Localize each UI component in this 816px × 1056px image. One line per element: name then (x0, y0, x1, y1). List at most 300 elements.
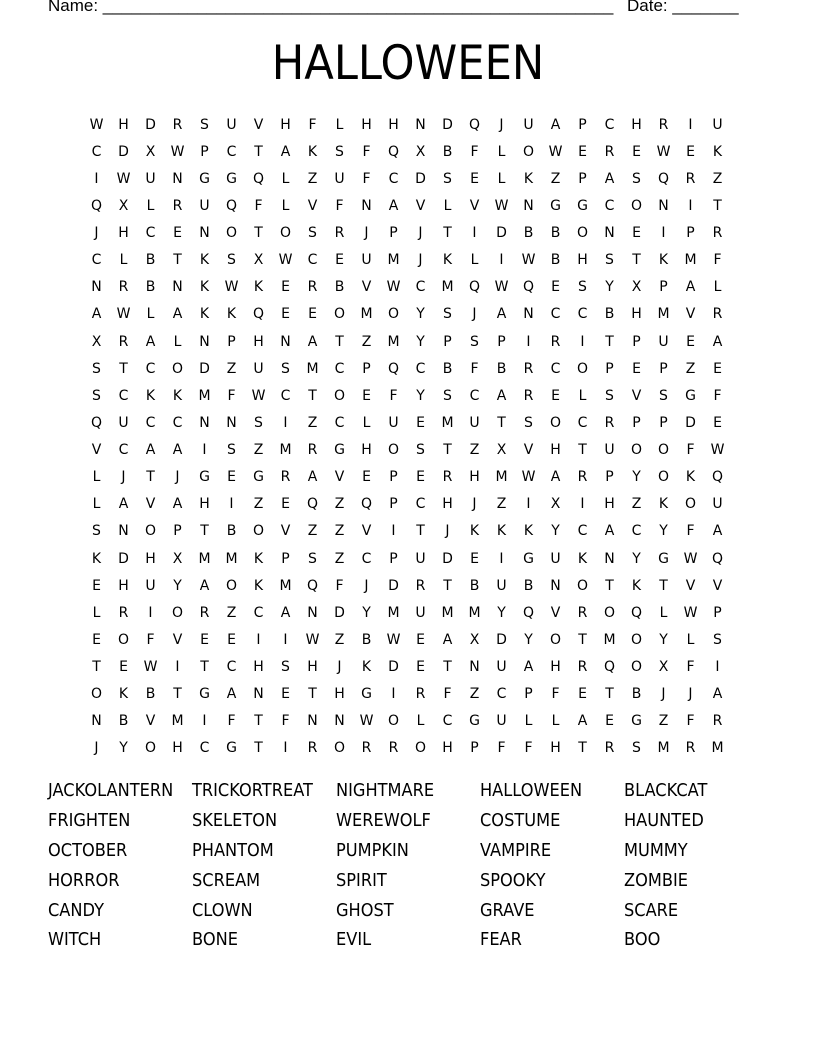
grid-letter[interactable]: P (659, 279, 668, 296)
grid-letter[interactable]: U (145, 577, 156, 594)
grid-letter[interactable]: L (713, 279, 722, 296)
grid-letter[interactable]: I (283, 740, 288, 757)
grid-letter[interactable]: D (496, 631, 507, 648)
grid-letter[interactable]: A (604, 523, 615, 540)
grid-letter[interactable]: C (226, 143, 237, 160)
grid-letter[interactable]: U (496, 713, 507, 730)
grid-letter[interactable]: U (145, 170, 156, 187)
grid-letter[interactable]: A (280, 604, 291, 621)
grid-letter[interactable]: H (631, 116, 642, 133)
grid-letter[interactable]: L (524, 713, 533, 730)
grid-letter[interactable]: H (550, 442, 561, 459)
grid-letter[interactable]: A (307, 333, 318, 350)
grid-letter[interactable]: A (280, 143, 291, 160)
grid-letter[interactable]: Z (334, 523, 345, 540)
grid-letter[interactable]: K (496, 523, 507, 540)
grid-letter[interactable]: Y (524, 631, 533, 648)
grid-letter[interactable]: P (605, 360, 614, 377)
grid-letter[interactable]: X (496, 442, 507, 459)
grid-letter[interactable]: O (279, 225, 292, 242)
grid-letter[interactable]: C (631, 523, 642, 540)
grid-letter[interactable]: S (92, 523, 101, 540)
grid-letter[interactable]: G (550, 197, 561, 214)
grid-letter[interactable]: H (307, 659, 318, 676)
grid-letter[interactable]: B (631, 686, 642, 703)
grid-letter[interactable]: Y (362, 604, 371, 621)
grid-letter[interactable]: F (389, 387, 398, 404)
grid-letter[interactable]: E (308, 306, 317, 323)
grid-letter[interactable]: M (468, 604, 481, 621)
grid-letter[interactable]: E (281, 306, 290, 323)
grid-letter[interactable]: R (604, 414, 615, 431)
grid-letter[interactable]: R (118, 333, 129, 350)
grid-letter[interactable]: T (119, 360, 128, 377)
grid-letter[interactable]: P (659, 414, 668, 431)
grid-letter[interactable]: L (470, 252, 479, 269)
grid-letter[interactable]: R (307, 740, 318, 757)
grid-letter[interactable]: E (686, 143, 695, 160)
grid-letter[interactable]: T (578, 740, 587, 757)
grid-letter[interactable]: S (632, 170, 641, 187)
grid-letter[interactable]: R (307, 442, 318, 459)
grid-letter[interactable]: K (199, 279, 210, 296)
grid-letter[interactable]: O (144, 740, 157, 757)
grid-letter[interactable]: M (387, 604, 400, 621)
grid-letter[interactable]: Y (173, 577, 182, 594)
grid-letter[interactable]: O (630, 659, 643, 676)
grid-letter[interactable]: I (283, 414, 288, 431)
grid-letter[interactable]: O (387, 713, 400, 730)
grid-letter[interactable]: H (631, 306, 642, 323)
grid-letter[interactable]: O (117, 631, 130, 648)
grid-letter[interactable]: E (416, 414, 425, 431)
grid-letter[interactable]: Q (603, 659, 616, 676)
grid-letter[interactable]: L (119, 252, 128, 269)
grid-letter[interactable]: P (632, 414, 641, 431)
grid-letter[interactable]: H (361, 442, 372, 459)
grid-letter[interactable]: T (443, 442, 452, 459)
grid-letter[interactable]: Y (416, 306, 425, 323)
grid-letter[interactable]: N (415, 116, 426, 133)
grid-letter[interactable]: K (442, 252, 453, 269)
grid-letter[interactable]: P (281, 550, 290, 567)
grid-letter[interactable]: F (227, 713, 236, 730)
grid-letter[interactable]: T (173, 252, 182, 269)
grid-letter[interactable]: J (445, 523, 450, 540)
grid-letter[interactable]: N (361, 197, 372, 214)
grid-letter[interactable]: Y (632, 469, 641, 486)
grid-letter[interactable]: J (121, 469, 126, 486)
grid-letter[interactable]: N (334, 713, 345, 730)
grid-letter[interactable]: V (280, 523, 291, 540)
grid-letter[interactable]: H (334, 686, 345, 703)
grid-letter[interactable]: S (227, 442, 236, 459)
grid-letter[interactable]: L (92, 469, 101, 486)
grid-letter[interactable]: H (361, 116, 372, 133)
grid-letter[interactable]: L (146, 197, 155, 214)
grid-letter[interactable]: M (441, 604, 454, 621)
grid-letter[interactable]: O (603, 604, 616, 621)
grid-letter[interactable]: X (550, 496, 561, 513)
grid-letter[interactable]: V (712, 577, 723, 594)
grid-letter[interactable]: Y (632, 550, 641, 567)
grid-letter[interactable]: P (200, 143, 209, 160)
grid-letter[interactable]: E (713, 360, 722, 377)
grid-letter[interactable]: C (145, 414, 156, 431)
grid-letter[interactable]: H (388, 116, 399, 133)
grid-letter[interactable]: M (603, 631, 616, 648)
grid-letter[interactable]: A (388, 197, 399, 214)
grid-letter[interactable]: Z (307, 523, 318, 540)
grid-letter[interactable]: D (388, 577, 399, 594)
grid-letter[interactable]: B (523, 225, 534, 242)
grid-letter[interactable]: U (658, 333, 669, 350)
grid-letter[interactable]: A (172, 496, 183, 513)
grid-letter[interactable]: L (659, 604, 668, 621)
grid-letter[interactable]: L (686, 631, 695, 648)
grid-letter[interactable]: Y (659, 523, 668, 540)
grid-letter[interactable]: F (713, 252, 722, 269)
grid-letter[interactable]: S (470, 333, 479, 350)
grid-letter[interactable]: K (307, 143, 318, 160)
grid-letter[interactable]: B (550, 252, 561, 269)
grid-letter[interactable]: M (279, 577, 292, 594)
grid-letter[interactable]: K (658, 496, 669, 513)
grid-letter[interactable]: R (523, 360, 534, 377)
grid-letter[interactable]: D (442, 550, 453, 567)
grid-letter[interactable]: M (441, 414, 454, 431)
grid-letter[interactable]: C (415, 279, 426, 296)
grid-letter[interactable]: T (605, 686, 614, 703)
grid-letter[interactable]: S (335, 143, 344, 160)
grid-letter[interactable]: M (657, 306, 670, 323)
grid-letter[interactable]: E (632, 143, 641, 160)
grid-letter[interactable]: P (578, 116, 587, 133)
grid-letter[interactable]: Q (306, 577, 319, 594)
grid-letter[interactable]: G (199, 469, 210, 486)
grid-letter[interactable]: F (281, 713, 290, 730)
grid-letter[interactable]: M (441, 279, 454, 296)
grid-letter[interactable]: W (251, 387, 266, 404)
grid-letter[interactable]: V (631, 387, 642, 404)
grid-letter[interactable]: A (523, 659, 534, 676)
grid-letter[interactable]: F (686, 442, 695, 459)
grid-letter[interactable]: E (416, 469, 425, 486)
grid-letter[interactable]: Q (90, 414, 103, 431)
grid-letter[interactable]: S (281, 360, 290, 377)
grid-letter[interactable]: W (386, 279, 401, 296)
grid-letter[interactable]: P (578, 170, 587, 187)
grid-letter[interactable]: Y (416, 333, 425, 350)
grid-letter[interactable]: N (523, 197, 534, 214)
grid-letter[interactable]: O (414, 740, 427, 757)
grid-letter[interactable]: A (172, 306, 183, 323)
grid-letter[interactable]: X (145, 143, 156, 160)
grid-letter[interactable]: K (685, 469, 696, 486)
grid-letter[interactable]: Q (90, 197, 103, 214)
grid-letter[interactable]: P (605, 469, 614, 486)
grid-letter[interactable]: U (550, 550, 561, 567)
grid-letter[interactable]: N (253, 686, 264, 703)
grid-letter[interactable]: L (92, 496, 101, 513)
grid-letter[interactable]: S (443, 387, 452, 404)
grid-letter[interactable]: K (361, 659, 372, 676)
grid-letter[interactable]: J (472, 306, 477, 323)
grid-letter[interactable]: V (685, 577, 696, 594)
grid-letter[interactable]: O (657, 469, 670, 486)
grid-letter[interactable]: B (442, 143, 453, 160)
grid-letter[interactable]: W (224, 279, 239, 296)
grid-letter[interactable]: E (416, 631, 425, 648)
grid-letter[interactable]: K (199, 306, 210, 323)
grid-letter[interactable]: K (523, 170, 534, 187)
grid-letter[interactable]: R (361, 740, 372, 757)
grid-letter[interactable]: H (172, 740, 183, 757)
grid-letter[interactable]: K (631, 577, 642, 594)
grid-letter[interactable]: L (551, 713, 560, 730)
grid-letter[interactable]: T (416, 523, 425, 540)
grid-letter[interactable]: I (526, 333, 531, 350)
grid-letter[interactable]: F (497, 740, 506, 757)
grid-letter[interactable]: W (278, 252, 293, 269)
grid-letter[interactable]: H (118, 116, 129, 133)
grid-letter[interactable]: W (359, 713, 374, 730)
grid-letter[interactable]: N (307, 604, 318, 621)
grid-letter[interactable]: M (711, 740, 724, 757)
grid-letter[interactable]: E (578, 143, 587, 160)
grid-letter[interactable]: K (253, 550, 264, 567)
grid-letter[interactable]: R (415, 577, 426, 594)
grid-letter[interactable]: Z (253, 496, 264, 513)
grid-letter[interactable]: Q (360, 496, 373, 513)
grid-letter[interactable]: I (688, 116, 693, 133)
grid-letter[interactable]: P (389, 496, 398, 513)
grid-letter[interactable]: F (686, 523, 695, 540)
grid-letter[interactable]: O (387, 306, 400, 323)
grid-letter[interactable]: Q (657, 170, 670, 187)
grid-letter[interactable]: A (604, 170, 615, 187)
grid-letter[interactable]: W (683, 550, 698, 567)
grid-letter[interactable]: A (226, 686, 237, 703)
grid-letter[interactable]: K (253, 279, 264, 296)
grid-letter[interactable]: O (333, 306, 346, 323)
grid-letter[interactable]: P (686, 225, 695, 242)
grid-letter[interactable]: I (202, 442, 207, 459)
grid-letter[interactable]: T (254, 143, 263, 160)
grid-letter[interactable]: R (415, 686, 426, 703)
grid-letter[interactable]: E (632, 225, 641, 242)
grid-letter[interactable]: K (658, 252, 669, 269)
grid-letter[interactable]: Q (387, 143, 400, 160)
grid-letter[interactable]: Y (416, 387, 425, 404)
grid-letter[interactable]: I (499, 252, 504, 269)
grid-letter[interactable]: A (496, 387, 507, 404)
grid-letter[interactable]: E (362, 387, 371, 404)
grid-letter[interactable]: M (684, 252, 697, 269)
grid-letter[interactable]: L (281, 170, 290, 187)
grid-letter[interactable]: X (415, 143, 426, 160)
grid-letter[interactable]: E (470, 170, 479, 187)
grid-letter[interactable]: B (226, 523, 237, 540)
grid-letter[interactable]: F (470, 360, 479, 377)
grid-letter[interactable]: E (605, 713, 614, 730)
grid-letter[interactable]: V (361, 523, 372, 540)
grid-letter[interactable]: C (442, 713, 453, 730)
grid-letter[interactable]: D (388, 659, 399, 676)
grid-letter[interactable]: P (173, 523, 182, 540)
grid-letter[interactable]: K (172, 387, 183, 404)
grid-letter[interactable]: V (415, 197, 426, 214)
grid-letter[interactable]: R (577, 469, 588, 486)
grid-letter[interactable]: F (146, 631, 155, 648)
grid-letter[interactable]: F (686, 713, 695, 730)
grid-letter[interactable]: A (550, 116, 561, 133)
grid-letter[interactable]: Q (225, 197, 238, 214)
grid-letter[interactable]: G (199, 170, 210, 187)
grid-letter[interactable]: Z (631, 496, 642, 513)
grid-letter[interactable]: N (118, 523, 129, 540)
grid-letter[interactable]: C (415, 360, 426, 377)
grid-letter[interactable]: R (685, 170, 696, 187)
grid-letter[interactable]: D (496, 225, 507, 242)
grid-letter[interactable]: S (578, 279, 587, 296)
grid-letter[interactable]: G (226, 170, 237, 187)
grid-letter[interactable]: R (685, 740, 696, 757)
grid-letter[interactable]: C (577, 414, 588, 431)
grid-letter[interactable]: S (227, 252, 236, 269)
grid-letter[interactable]: G (199, 686, 210, 703)
grid-letter[interactable]: P (443, 333, 452, 350)
grid-letter[interactable]: W (656, 143, 671, 160)
grid-letter[interactable]: E (227, 631, 236, 648)
grid-letter[interactable]: J (418, 252, 423, 269)
grid-letter[interactable]: O (684, 496, 697, 513)
grid-letter[interactable]: U (712, 116, 723, 133)
grid-letter[interactable]: V (361, 279, 372, 296)
grid-letter[interactable]: C (280, 387, 291, 404)
grid-letter[interactable]: C (334, 414, 345, 431)
grid-letter[interactable]: W (521, 252, 536, 269)
grid-letter[interactable]: S (254, 414, 263, 431)
grid-letter[interactable]: C (577, 523, 588, 540)
grid-letter[interactable]: I (580, 496, 585, 513)
grid-letter[interactable]: X (172, 550, 183, 567)
grid-letter[interactable]: V (550, 604, 561, 621)
grid-letter[interactable]: O (630, 197, 643, 214)
grid-letter[interactable]: W (143, 659, 158, 676)
grid-letter[interactable]: J (94, 225, 99, 242)
grid-letter[interactable]: K (577, 550, 588, 567)
grid-letter[interactable]: Z (496, 496, 507, 513)
grid-letter[interactable]: O (576, 225, 589, 242)
grid-letter[interactable]: G (226, 740, 237, 757)
grid-letter[interactable]: O (333, 740, 346, 757)
grid-letter[interactable]: M (387, 333, 400, 350)
grid-letter[interactable]: N (199, 333, 210, 350)
grid-letter[interactable]: O (549, 414, 562, 431)
grid-letter[interactable]: Y (605, 279, 614, 296)
grid-letter[interactable]: W (386, 631, 401, 648)
grid-letter[interactable]: R (172, 197, 183, 214)
grid-letter[interactable]: T (308, 686, 317, 703)
grid-letter[interactable]: H (145, 550, 156, 567)
grid-letter[interactable]: I (94, 170, 99, 187)
grid-letter[interactable]: H (118, 225, 129, 242)
grid-letter[interactable]: P (497, 333, 506, 350)
grid-letter[interactable]: P (470, 740, 479, 757)
grid-letter[interactable]: G (577, 197, 588, 214)
grid-letter[interactable]: S (200, 116, 209, 133)
grid-letter[interactable]: R (334, 225, 345, 242)
grid-letter[interactable]: J (661, 686, 666, 703)
grid-letter[interactable]: Y (497, 604, 506, 621)
grid-letter[interactable]: R (712, 306, 723, 323)
grid-letter[interactable]: U (523, 116, 534, 133)
grid-letter[interactable]: U (469, 414, 480, 431)
grid-letter[interactable]: K (145, 387, 156, 404)
grid-letter[interactable]: L (335, 116, 344, 133)
grid-letter[interactable]: C (469, 387, 480, 404)
grid-letter[interactable]: O (171, 360, 184, 377)
grid-letter[interactable]: E (551, 279, 560, 296)
grid-letter[interactable]: A (91, 306, 102, 323)
grid-letter[interactable]: D (442, 116, 453, 133)
grid-letter[interactable]: L (92, 604, 101, 621)
grid-letter[interactable]: D (199, 360, 210, 377)
grid-letter[interactable]: I (391, 686, 396, 703)
grid-letter[interactable]: V (145, 496, 156, 513)
grid-letter[interactable]: E (281, 496, 290, 513)
grid-letter[interactable]: Z (334, 631, 345, 648)
grid-letter[interactable]: E (632, 360, 641, 377)
grid-letter[interactable]: S (92, 387, 101, 404)
grid-letter[interactable]: V (334, 469, 345, 486)
grid-letter[interactable]: Z (334, 496, 345, 513)
grid-letter[interactable]: Q (252, 170, 265, 187)
grid-letter[interactable]: T (146, 469, 155, 486)
grid-letter[interactable]: B (361, 631, 372, 648)
grid-letter[interactable]: T (578, 631, 587, 648)
grid-letter[interactable]: R (604, 143, 615, 160)
grid-letter[interactable]: C (91, 143, 102, 160)
grid-letter[interactable]: A (496, 306, 507, 323)
grid-letter[interactable]: E (713, 414, 722, 431)
grid-letter[interactable]: Y (659, 631, 668, 648)
grid-letter[interactable]: A (712, 333, 723, 350)
grid-letter[interactable]: A (550, 469, 561, 486)
grid-letter[interactable]: E (362, 469, 371, 486)
grid-letter[interactable]: Z (361, 333, 372, 350)
grid-letter[interactable]: H (442, 496, 453, 513)
grid-letter[interactable]: Z (658, 713, 669, 730)
grid-letter[interactable]: R (577, 604, 588, 621)
grid-letter[interactable]: S (605, 387, 614, 404)
grid-letter[interactable]: M (171, 713, 184, 730)
grid-letter[interactable]: O (171, 604, 184, 621)
grid-letter[interactable]: R (280, 469, 291, 486)
grid-letter[interactable]: H (577, 252, 588, 269)
grid-letter[interactable]: P (227, 333, 236, 350)
grid-letter[interactable]: O (333, 387, 346, 404)
grid-letter[interactable]: C (226, 659, 237, 676)
grid-letter[interactable]: I (391, 523, 396, 540)
grid-letter[interactable]: S (92, 360, 101, 377)
grid-letter[interactable]: I (526, 496, 531, 513)
grid-letter[interactable]: I (499, 550, 504, 567)
grid-letter[interactable]: L (578, 387, 587, 404)
grid-letter[interactable]: J (364, 225, 369, 242)
grid-letter[interactable]: H (550, 659, 561, 676)
